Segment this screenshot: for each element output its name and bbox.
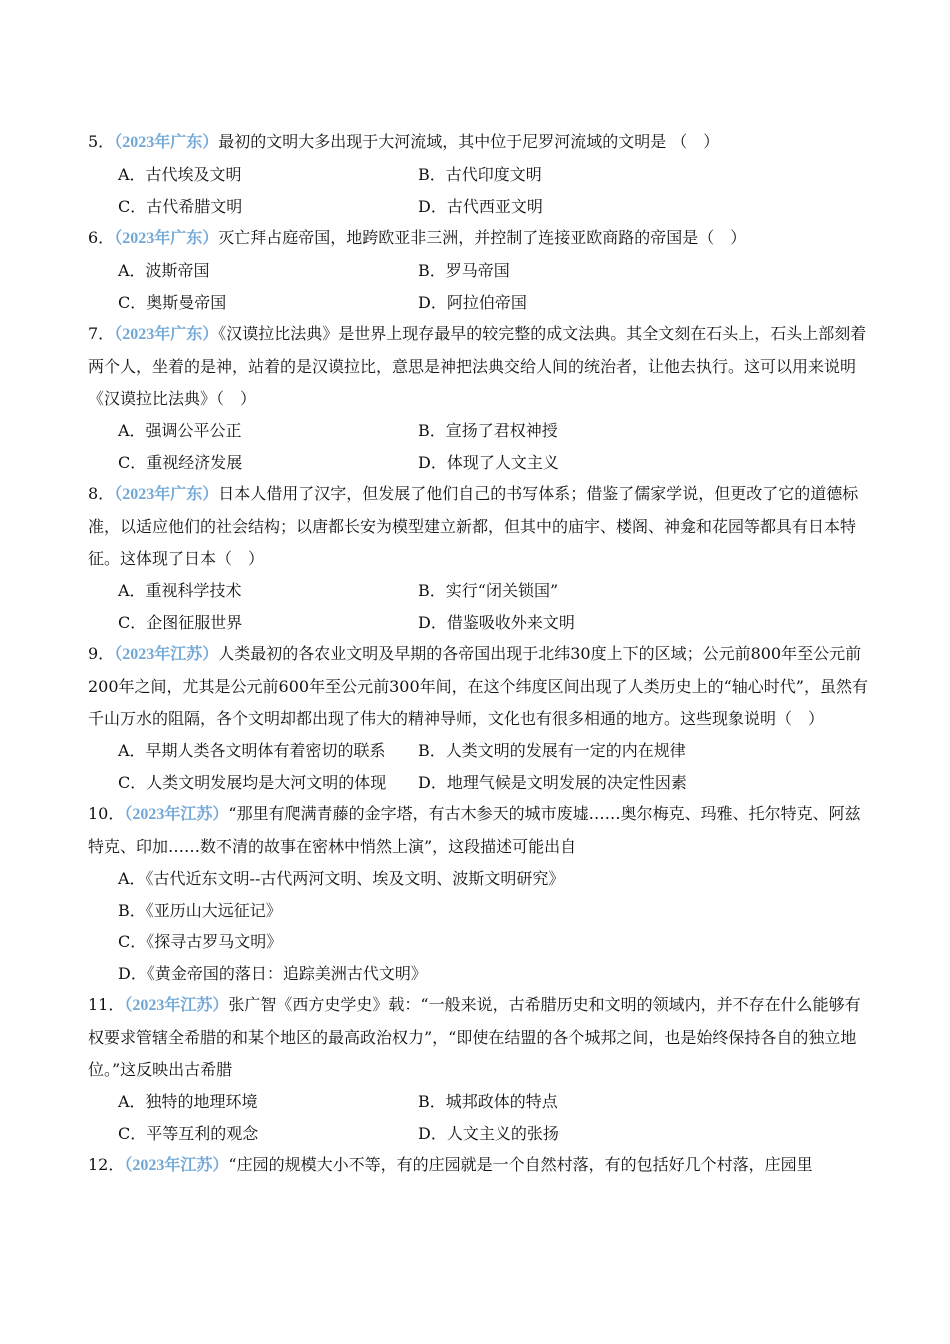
option-a[interactable]: A．波斯帝国 [118, 261, 210, 280]
option-a[interactable]: A．独特的地理环境 [118, 1092, 258, 1111]
source-tag: （2023年江苏） [114, 646, 219, 663]
question-number: 11． [88, 995, 125, 1014]
question-text: 《汉谟拉比法典》是世界上现存最早的较完整的成文法典。其全文刻在石头上，石头上部刻着两个人，坐着的是神，站着的是汉谟拉比，意思是神把法典交给人间的统治者，让他去执行。这可以用来说明《汉谟拉比法典》（ ） [88, 324, 867, 408]
option-c[interactable]: C．企图征服世界 [118, 612, 243, 632]
option-b[interactable]: B．宣扬了君权神授 [418, 421, 558, 440]
option-c[interactable]: C．重视经济发展 [118, 452, 243, 472]
question-number: 6． [88, 228, 115, 247]
question-5 [88, 126, 868, 222]
question-list [88, 126, 868, 1182]
options [88, 1086, 868, 1149]
option-b[interactable]: B．古代印度文明 [418, 165, 542, 184]
options [88, 159, 868, 222]
option-d[interactable]: D．《黄金帝国的落日：追踪美洲古代文明》 [118, 963, 427, 983]
question-text: 灭亡拜占庭帝国，地跨欧亚非三洲，并控制了连接亚欧商路的帝国是（ ） [218, 228, 747, 247]
question-text: “那里有爬满青藤的金字塔，有古木参天的城市废墟……奥尔梅克、玛雅、托尔特克、阿兹特克、印加……数不清的故事在密林中悄然上演”，这段描述可能出自 [88, 804, 861, 856]
source-tag: （2023年江苏） [124, 1157, 229, 1174]
option-a[interactable]: A．古代埃及文明 [118, 165, 242, 184]
question-number: 10． [88, 804, 125, 823]
source-tag: （2023年江苏） [124, 806, 229, 823]
option-d[interactable]: D．人文主义的张扬 [418, 1123, 559, 1143]
option-d[interactable]: D．地理气候是文明发展的决定性因素 [418, 772, 687, 792]
options [88, 255, 868, 318]
option-d[interactable]: D．借鉴吸收外来文明 [418, 612, 575, 632]
option-b[interactable]: B．人类文明的发展有一定的内在规律 [418, 741, 686, 760]
option-d[interactable]: D．古代西亚文明 [418, 196, 543, 216]
question-text: 日本人借用了汉字，但发展了他们自己的书写体系；借鉴了儒家学说，但更改了它的道德标准，以适应他们的社会结构；以唐都长安为模型建立新都，但其中的庙宇、楼阁、神龛和花园等都具有日本特征。这体现了日本（ ） [88, 484, 859, 568]
question-number: 5． [88, 132, 115, 151]
option-c[interactable]: C．《探寻古罗马文明》 [118, 932, 283, 951]
source-tag: （2023年江苏） [124, 997, 229, 1014]
source-tag: （2023年广东） [114, 486, 219, 503]
question-number: 8． [88, 484, 115, 503]
question-number: 7． [88, 324, 115, 343]
option-c[interactable]: C．古代希腊文明 [118, 196, 243, 216]
option-a[interactable]: A．早期人类各文明体有着密切的联系 [118, 741, 386, 760]
option-b[interactable]: B．城邦政体的特点 [418, 1092, 558, 1111]
question-8 [88, 478, 868, 638]
question-text: 最初的文明大多出现于大河流域，其中位于尼罗河流域的文明是 （ ） [218, 132, 720, 151]
question-number: 12． [88, 1155, 125, 1174]
question-7 [88, 318, 868, 478]
option-a[interactable]: A．《古代近东文明--古代两河文明、埃及文明、波斯文明研究》 [118, 869, 565, 888]
source-tag: （2023年广东） [114, 326, 219, 343]
source-tag: （2023年广东） [114, 230, 219, 247]
option-d[interactable]: D．阿拉伯帝国 [418, 292, 527, 312]
question-10 [88, 798, 868, 989]
question-text: “庄园的规模大小不等，有的庄园就是一个自然村落，有的包括好几个村落，庄园里 [228, 1155, 813, 1174]
source-tag: （2023年广东） [114, 134, 219, 151]
options [88, 575, 868, 638]
options [88, 863, 868, 989]
option-c[interactable]: C．平等互利的观念 [118, 1123, 259, 1143]
question-text: 张广智《西方史学史》载：“一般来说，古希腊历史和文明的领域内，并不存在什么能够有权要求管辖全希腊的和某个地区的最高政治权力”，“即使在结盟的各个城邦之间，也是始终保持各自的独立地位。”这反映出古希腊 [88, 995, 861, 1079]
question-number: 9． [88, 644, 115, 663]
options [88, 415, 868, 478]
option-c[interactable]: C．人类文明发展均是大河文明的体现 [118, 772, 387, 792]
option-b[interactable]: B．《亚历山大远征记》 [118, 900, 282, 920]
option-a[interactable]: A．强调公平公正 [118, 421, 242, 440]
option-b[interactable]: B．实行“闭关锁国” [418, 581, 559, 600]
question-text: 人类最初的各农业文明及早期的各帝国出现于北纬30度上下的区域；公元前800年至公元前200年之间，尤其是公元前600年至公元前300年间，在这个纬度区间出现了人类历史上的“轴心时代”，虽然有千山万水的阻隔，各个文明却都出现了伟大的精神导师，文化也有很多相通的地方。这些现象说明（ ） [88, 644, 868, 728]
options [88, 735, 868, 798]
option-a[interactable]: A．重视科学技术 [118, 581, 242, 600]
question-6 [88, 222, 868, 318]
question-12 [88, 1149, 868, 1182]
option-b[interactable]: B．罗马帝国 [418, 261, 510, 280]
question-9 [88, 638, 868, 798]
option-d[interactable]: D．体现了人文主义 [418, 452, 559, 472]
question-11 [88, 989, 868, 1149]
option-c[interactable]: C．奥斯曼帝国 [118, 292, 227, 312]
